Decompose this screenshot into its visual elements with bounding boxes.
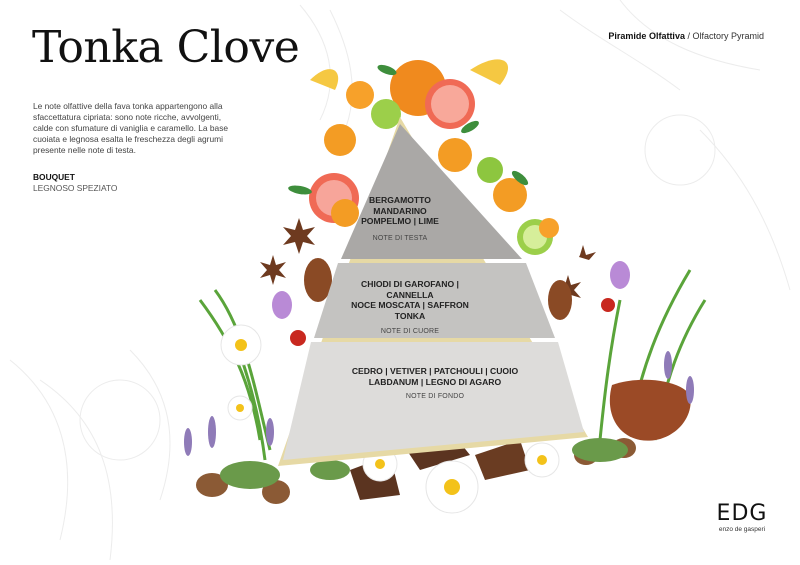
heart-note-line: TONKA (394, 310, 426, 321)
top-notes-label: NOTE DI TESTA (372, 234, 428, 242)
brand-logo (710, 503, 774, 533)
logo-mark: EDG (716, 501, 768, 526)
heart-notes-label: NOTE DI CUORE (380, 328, 440, 335)
heart-note-line: NOCE MOSCATA | SAFFRON (351, 300, 469, 310)
bouquet-title: BOUQUET (33, 172, 75, 182)
heart-note-line: CHIODI DI GAROFANO | CANNELLA (361, 279, 459, 300)
top-note-line: MANDARINO (373, 205, 427, 216)
base-note-line: CEDRO | VETIVER | PATCHOULI | CUOIO (351, 366, 519, 376)
top-notes (355, 195, 445, 242)
base-notes-label: NOTE DI FONDO (405, 393, 465, 400)
pyramid-tier-bottom (283, 342, 584, 460)
base-note-line: LABDANUM | LEGNO DI AGARO (368, 376, 502, 387)
top-note-line: POMPELMO | LIME (361, 216, 439, 226)
description: Le note olfattive della fava tonka appartengono alla sfaccettatura cipriata: sono note ricche, avvolgenti, calde con sfumature di vaniglia e caramello. La base cuoiata e legnosa esalta le freschezza degli agrumi presente nelle note di testa. (33, 101, 229, 155)
header-separator: / (684, 31, 693, 41)
header-label-it: Piramide Olfattiva (608, 31, 685, 41)
bouquet-value: LEGNOSO SPEZIATO (33, 183, 118, 193)
top-note-line: BERGAMOTTO (369, 195, 431, 205)
logo-subtitle: enzo de gasperi (718, 526, 766, 533)
page-title: Tonka Clove (32, 22, 300, 73)
heart-notes (340, 279, 480, 335)
olfactory-pyramid-header (608, 31, 764, 41)
base-notes (345, 366, 525, 400)
header-label-en: Olfactory Pyramid (692, 31, 764, 41)
